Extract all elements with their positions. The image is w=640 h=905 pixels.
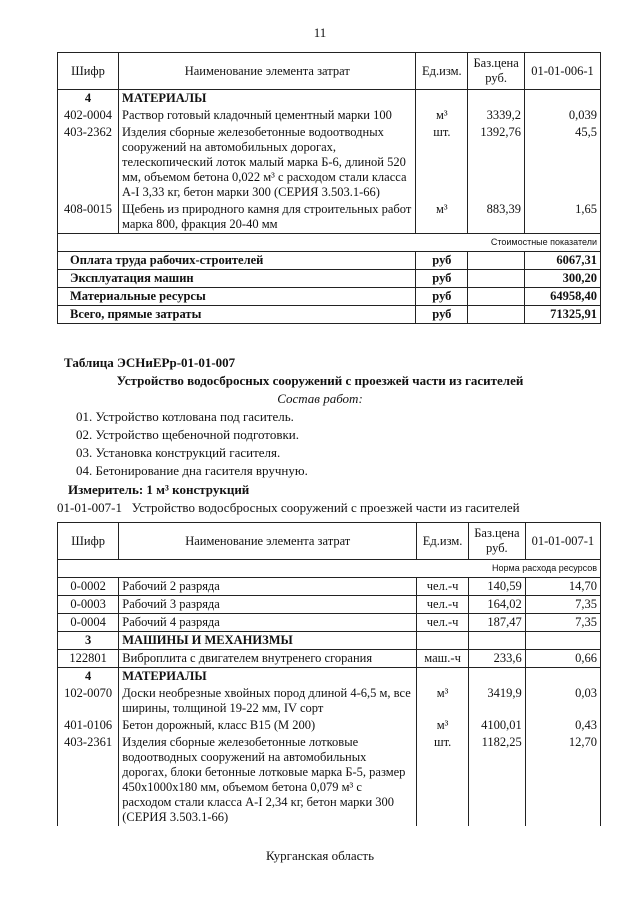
row-code: 408-0015 xyxy=(58,201,119,234)
section-number: 3 xyxy=(58,632,119,650)
col-code: 01-01-006-1 xyxy=(525,53,601,90)
table-row xyxy=(58,734,601,826)
row-unit: м³ xyxy=(416,107,468,124)
row-norm: 0,039 xyxy=(525,107,601,124)
col-name: Наименование элемента затрат xyxy=(119,53,416,90)
row-name: Щебень из природного камня для строительных работ марка 800, фракция 20-40 мм xyxy=(119,201,416,234)
section-title: МАШИНЫ И МЕХАНИЗМЫ xyxy=(119,632,417,650)
row-unit: м³ xyxy=(417,685,469,717)
row-price: 187,47 xyxy=(468,614,525,632)
row-name: Раствор готовый кладочный цементный марки 100 xyxy=(119,107,416,124)
total-row xyxy=(58,288,601,306)
total-value: 64958,40 xyxy=(525,288,601,306)
col-shifr: Шифр xyxy=(58,53,119,90)
table-row xyxy=(58,107,601,124)
table-row xyxy=(58,717,601,734)
row-norm: 45,5 xyxy=(525,124,601,201)
col-price: Баз.цена руб. xyxy=(468,53,525,90)
col-unit: Ед.изм. xyxy=(417,523,469,560)
total-row xyxy=(58,306,601,324)
table-row xyxy=(58,124,601,201)
row-unit: м³ xyxy=(416,201,468,234)
total-row xyxy=(58,270,601,288)
row-price: 4100,01 xyxy=(468,717,525,734)
row-unit: чел.-ч xyxy=(417,578,469,596)
table-row xyxy=(58,685,601,717)
section-number: 4 xyxy=(58,668,119,686)
work-item: 04. Бетонирование дна гасителя вручную. xyxy=(76,463,308,478)
section-row xyxy=(58,90,601,108)
row-code: 401-0106 xyxy=(58,717,119,734)
row-code: 403-2362 xyxy=(58,124,119,201)
row-name: Изделия сборные железобетонные лотковые водоотводных сооружений на автомобильных дорогах, блоки бетонные лотковые марка Б-5, размер 450х1000х180 мм, объемом бетона 0,079 м³ с расходом стали класса А-I 2,34 кг, бетон марки 300 (СЕРИЯ 3.503.1-66) xyxy=(119,734,417,826)
cost-tag-row xyxy=(58,234,601,252)
work-item: 03. Установка конструкций гасителя. xyxy=(76,445,281,460)
table-row xyxy=(58,596,601,614)
row-name: Изделия сборные железобетонные водоотводных сооружений на автомобильных дорогах, телескопический лоток малый марка Б-6, длиной 520 мм, объемом бетона 0,022 м³ с расходом стали класса А-I 3,33 кг, бетон марки 300 (СЕРИЯ 3.503.1-66) xyxy=(119,124,416,201)
work-item: 01. Устройство котлована под гаситель. xyxy=(76,409,294,424)
row-name: Доски необрезные хвойных пород длиной 4-6,5 м, все ширины, толщиной 19-22 мм, IV сорт xyxy=(119,685,417,717)
resource-table-006 xyxy=(57,52,601,324)
row-norm: 12,70 xyxy=(525,734,600,826)
row-name: Бетон дорожный, класс В15 (М 200) xyxy=(119,717,417,734)
row-unit: чел.-ч xyxy=(417,596,469,614)
total-value: 71325,91 xyxy=(525,306,601,324)
table-row xyxy=(58,650,601,668)
cost-tag: Стоимостные показатели xyxy=(58,234,601,252)
total-unit: руб xyxy=(416,306,468,324)
resource-table-007 xyxy=(57,522,601,826)
row-norm: 7,35 xyxy=(525,614,600,632)
code-line: 01-01-007-1 Устройство водосбросных сооружений с проезжей части из гасителей xyxy=(57,500,520,515)
row-price: 1392,76 xyxy=(468,124,525,201)
section-title: МАТЕРИАЛЫ xyxy=(119,668,417,686)
table-header-row xyxy=(58,523,601,560)
row-name: Рабочий 2 разряда xyxy=(119,578,417,596)
row-code: 122801 xyxy=(58,650,119,668)
table-row xyxy=(58,578,601,596)
table-header-row xyxy=(58,53,601,90)
total-label: Эксплуатация машин xyxy=(58,270,416,288)
row-name: Рабочий 3 разряда xyxy=(119,596,417,614)
row-name: Виброплита с двигателем внутренего сгорания xyxy=(119,650,417,668)
total-label: Оплата труда рабочих-строителей xyxy=(58,252,416,270)
total-unit: руб xyxy=(416,252,468,270)
section-title: МАТЕРИАЛЫ xyxy=(119,90,416,108)
row-price: 3419,9 xyxy=(468,685,525,717)
total-unit: руб xyxy=(416,288,468,306)
row-code: 403-2361 xyxy=(58,734,119,826)
table-row xyxy=(58,201,601,234)
row-norm: 14,70 xyxy=(525,578,600,596)
row-norm: 0,66 xyxy=(525,650,600,668)
table-title: Таблица ЭСНиЕРр-01-01-007 xyxy=(64,355,236,370)
row-price: 233,6 xyxy=(468,650,525,668)
col-price: Баз.цена руб. xyxy=(468,523,525,560)
table-row xyxy=(58,614,601,632)
row-price: 3339,2 xyxy=(468,107,525,124)
total-value: 6067,31 xyxy=(525,252,601,270)
row-price: 164,02 xyxy=(468,596,525,614)
section-row xyxy=(58,668,601,686)
total-label: Всего, прямые затраты xyxy=(58,306,416,324)
col-name: Наименование элемента затрат xyxy=(119,523,417,560)
total-label: Материальные ресурсы xyxy=(58,288,416,306)
row-code: 0-0002 xyxy=(58,578,119,596)
footer-region: Курганская область xyxy=(265,848,375,863)
row-code: 0-0003 xyxy=(58,596,119,614)
col-unit: Ед.изм. xyxy=(416,53,468,90)
row-norm: 0,43 xyxy=(525,717,600,734)
total-row xyxy=(58,252,601,270)
norm-tag: Норма расхода ресурсов xyxy=(58,560,601,578)
row-code: 0-0004 xyxy=(58,614,119,632)
row-unit: чел.-ч xyxy=(417,614,469,632)
row-code: 102-0070 xyxy=(58,685,119,717)
section-number: 4 xyxy=(58,90,119,108)
row-unit: м³ xyxy=(417,717,469,734)
row-price: 140,59 xyxy=(468,578,525,596)
work-composition-heading: Состав работ: xyxy=(277,391,363,406)
total-unit: руб xyxy=(416,270,468,288)
work-item: 02. Устройство щебеночной подготовки. xyxy=(76,427,299,442)
section-row xyxy=(58,632,601,650)
page-number: 11 xyxy=(313,25,327,40)
row-unit: маш.-ч xyxy=(417,650,469,668)
measure-unit: Измеритель: 1 м³ конструкций xyxy=(68,482,250,497)
row-norm: 0,03 xyxy=(525,685,600,717)
row-price: 883,39 xyxy=(468,201,525,234)
row-unit: шт. xyxy=(417,734,469,826)
row-norm: 7,35 xyxy=(525,596,600,614)
total-value: 300,20 xyxy=(525,270,601,288)
row-price: 1182,25 xyxy=(468,734,525,826)
norm-tag-row xyxy=(58,560,601,578)
row-unit: шт. xyxy=(416,124,468,201)
col-shifr: Шифр xyxy=(58,523,119,560)
row-norm: 1,65 xyxy=(525,201,601,234)
row-code: 402-0004 xyxy=(58,107,119,124)
row-name: Рабочий 4 разряда xyxy=(119,614,417,632)
table-name: Устройство водосбросных сооружений с проезжей части из гасителей xyxy=(116,373,524,388)
col-code: 01-01-007-1 xyxy=(525,523,600,560)
